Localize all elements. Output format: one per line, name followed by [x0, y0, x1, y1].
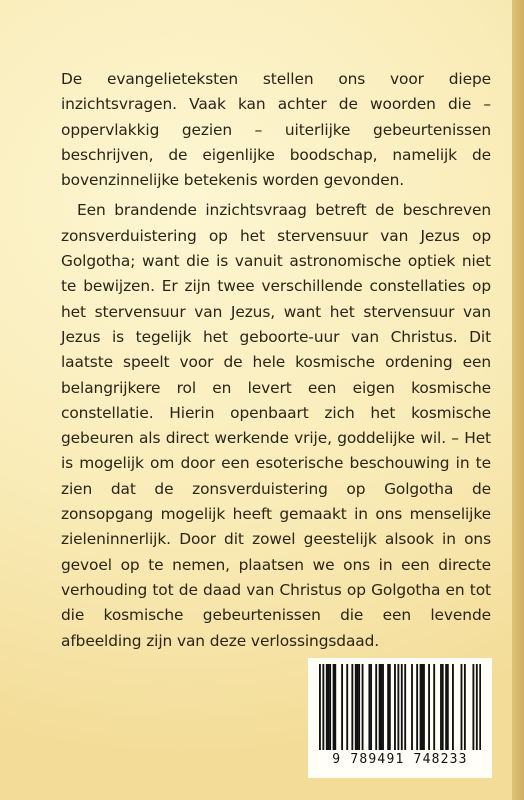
barcode-bar	[333, 664, 335, 750]
barcode-bar	[319, 664, 321, 750]
barcode-bar	[382, 664, 384, 750]
barcode-bar	[375, 664, 377, 750]
barcode-bar	[452, 664, 454, 750]
barcode-bar	[423, 664, 425, 750]
barcode-bar	[461, 664, 463, 750]
barcode-bar	[358, 664, 360, 750]
barcode-bar	[479, 664, 481, 750]
barcode-bar	[351, 664, 353, 750]
barcode-bar	[420, 664, 422, 750]
barcode-bar	[472, 664, 474, 750]
barcode-bar	[476, 664, 478, 750]
barcode-bar	[428, 664, 430, 750]
barcode-bar	[362, 664, 364, 750]
barcode-bar	[370, 664, 372, 750]
barcode-bar	[440, 664, 442, 750]
barcode-bar	[433, 664, 435, 750]
barcode-bar	[357, 664, 359, 750]
barcode-bar	[380, 664, 382, 750]
back-cover-text	[61, 67, 491, 654]
barcode-bar	[442, 664, 444, 750]
barcode-bar	[341, 664, 343, 750]
barcode-bar	[379, 664, 381, 750]
barcode-bar	[355, 664, 357, 750]
barcode-bar	[416, 664, 418, 750]
barcode-bar	[322, 664, 324, 750]
barcode-bar	[389, 664, 391, 750]
barcode-bar	[411, 664, 413, 750]
barcode-bars	[319, 664, 481, 752]
paragraph-main: Een brandende inzichtsvraag betreft de beschreven zonsverduistering op het stervensuur van Jezus op Golgotha; want die is vanuit astronomische optiek niet te bewijzen. Er zijn twee verschillende constellaties op het stervensuur van Jezus, want het stervensuur van Jezus is tegelijk het geboorte-uur van Christus. Dit laatste speelt voor de hele kosmische ordening een belangrijkere rol en levert een eigen kosmische constellatie. Hierin openbaart zich het kosmische gebeuren als direct werkende vrije, goddelijke wil. – Het is mogelijk om door een esoterische beschouwing in te zien dat de zonsverduistering op Golgotha de zonsopgang mogelijk heeft gemaakt in ons menselijke zieleninnerlijk. Door dit zowel geestelijk alsook in ons gevoel op te nemen, plaatsen we ons in een directe verhouding tot de daad van Christus op Golgotha en tot die kosmische gebeurtenissen die een levende afbeelding zijn van deze verlossingsdaad.	[61, 201, 491, 650]
isbn-number: 9 789491 748233	[332, 752, 468, 767]
barcode-bar	[447, 664, 449, 750]
cover-edge-band	[512, 0, 524, 800]
barcode-bar	[334, 664, 336, 750]
barcode-bar	[387, 664, 389, 750]
barcode-bar	[329, 664, 331, 750]
barcode-bar	[394, 664, 396, 750]
isbn-barcode	[308, 658, 492, 778]
barcode-bar	[397, 664, 399, 750]
barcode-bar	[368, 664, 370, 750]
barcode-bar	[464, 664, 466, 750]
barcode-bar	[421, 664, 423, 750]
barcode-bar	[404, 664, 406, 750]
barcode-bar	[328, 664, 330, 750]
barcode-bar	[401, 664, 403, 750]
paragraph-intro: De evangelieteksten stellen ons voor diepe inzichtsvragen. Vaak kan achter de woorden die – oppervlakkig gezien – uiterlijke gebeurtenissen beschrijven, de eigenlijke boodschap, namelijk de bovenzinnelijke betekenis worden gevonden.	[61, 70, 491, 190]
barcode-bar	[445, 664, 447, 750]
barcode-bar	[326, 664, 328, 750]
barcode-bar	[346, 664, 348, 750]
